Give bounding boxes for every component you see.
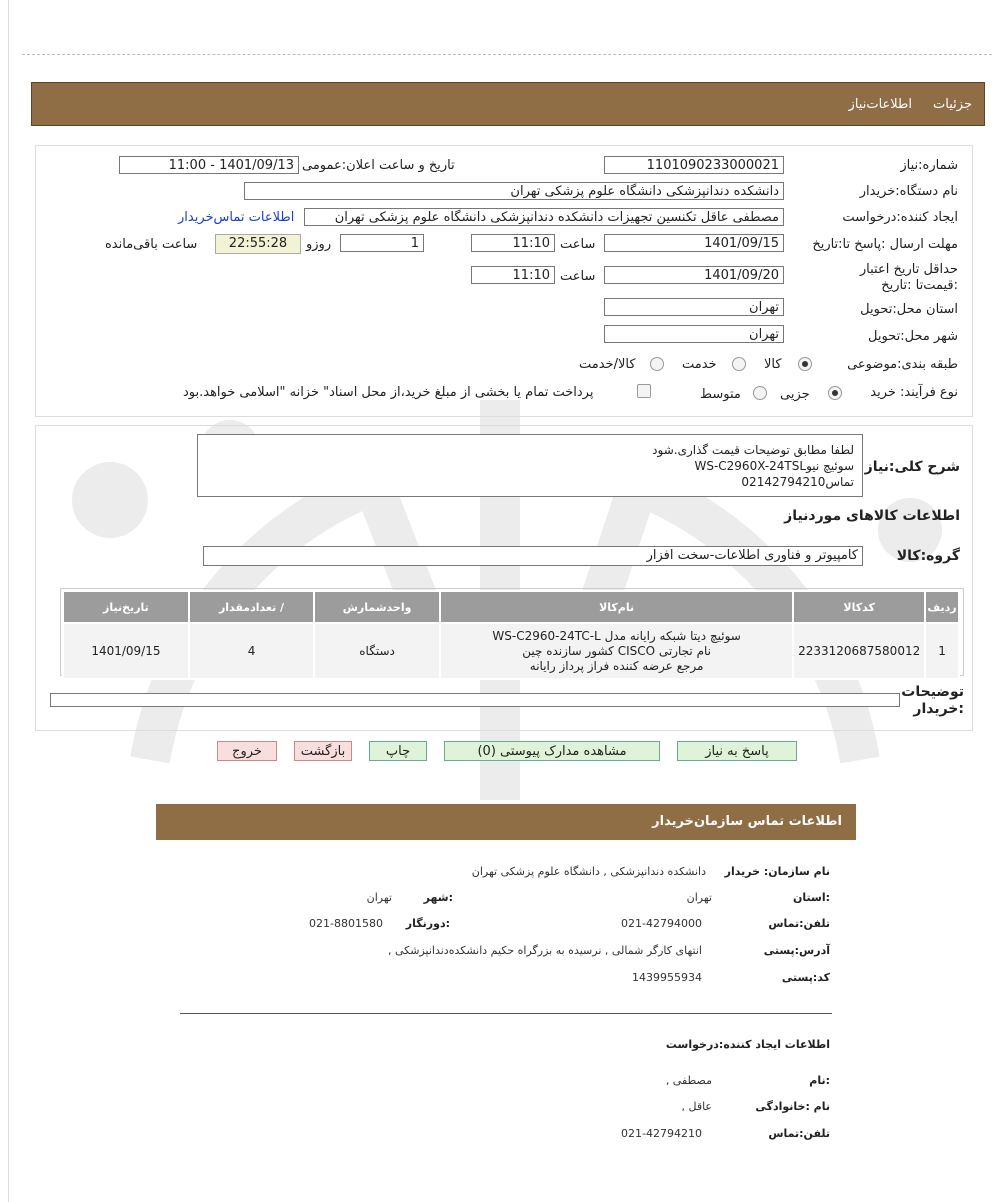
province-field: تهران bbox=[604, 298, 784, 316]
tab-details[interactable]: جزئیات bbox=[933, 97, 972, 112]
contact-org-value: دانشکده دندانپزشکی , دانشگاه علوم پزشکی تهران bbox=[471, 865, 706, 878]
category-service-radio[interactable] bbox=[732, 357, 746, 371]
creator-phone-value: 021-42794210 bbox=[621, 1127, 702, 1140]
need-number-label: شماره:نیاز bbox=[900, 158, 958, 173]
row-date: 1401/09/15 bbox=[63, 623, 189, 679]
deadline-date-field: 1401/09/15 bbox=[604, 234, 784, 252]
contact-divider bbox=[180, 1013, 832, 1014]
city-field: تهران bbox=[604, 325, 784, 343]
page-left-border bbox=[8, 0, 9, 1202]
process-medium-label: متوسط bbox=[700, 387, 741, 402]
contact-fax-label: :دورنگار bbox=[405, 917, 450, 930]
goods-section-title: اطلاعات کالاهای مورد‌نیاز bbox=[784, 508, 960, 524]
treasury-payment-note: پرداخت تمام یا بخشی از مبلغ خرید،از محل اسناد" خزانه "اسلامی خواهد.بود bbox=[183, 385, 594, 400]
buyer-notes-field bbox=[50, 693, 900, 707]
need-number-field: 1101090233000021 bbox=[604, 156, 784, 174]
day-label: روزو bbox=[306, 237, 332, 252]
category-both-label: کالا/خدمت bbox=[579, 357, 636, 372]
validity-time-label: ساعت bbox=[560, 269, 596, 284]
col-date-header: تاریخ‌نیاز bbox=[63, 591, 189, 623]
buyer-notes-label: توضیحات :خریدار bbox=[901, 684, 964, 717]
col-qty-header: / تعداد‌مقدار bbox=[189, 591, 314, 623]
validity-date-field: 1401/09/20 bbox=[604, 266, 784, 284]
description-line-2: سوئیچ نیوWS-C2960X-24TSL bbox=[694, 459, 854, 473]
row-qty: 4 bbox=[189, 623, 314, 679]
category-goods-radio[interactable] bbox=[798, 357, 812, 371]
contact-city-label: :شهر bbox=[423, 891, 453, 904]
buyer-org-field: دانشکده دندانپزشکی دانشگاه علوم پزشکی تهران bbox=[244, 182, 784, 200]
days-field: 1 bbox=[340, 234, 424, 252]
remaining-label: ساعت باقی‌مانده bbox=[105, 237, 198, 252]
top-divider bbox=[22, 54, 992, 55]
process-minor-label: جزیی bbox=[780, 387, 810, 402]
goods-group-label: گروه:کالا bbox=[896, 548, 960, 564]
province-label: استان محل:تحویل bbox=[860, 302, 958, 317]
contact-postal-label: کد:پستی bbox=[781, 971, 830, 984]
category-service-label: خدمت bbox=[682, 357, 717, 372]
process-minor-radio[interactable] bbox=[828, 386, 842, 400]
row-name-line-3: مرجع عرضه کننده فراز پرداز رایانه bbox=[529, 658, 704, 673]
category-label: طبقه بندی:موضوعی bbox=[847, 357, 958, 372]
category-both-radio[interactable] bbox=[650, 357, 664, 371]
description-box bbox=[197, 434, 863, 497]
city-label: شهر محل:تحویل bbox=[868, 329, 958, 344]
col-index-header: ردیف bbox=[925, 591, 959, 623]
announce-label: تاریخ و ساعت اعلان:عمومی bbox=[302, 158, 455, 173]
contact-section-header bbox=[156, 804, 856, 840]
validity-time-field: 11:10 bbox=[471, 266, 555, 284]
validity-label: حداقل تاریخ اعتبار :قیمت‌تا :تاریخ bbox=[859, 262, 958, 293]
contact-province-value: تهران bbox=[686, 891, 712, 904]
creator-family-label: نام :خانوادگی bbox=[755, 1100, 830, 1113]
description-line-3: تماس02142794210 bbox=[741, 475, 854, 489]
col-unit-header: واحد‌شمارش bbox=[314, 591, 440, 623]
contact-info-link[interactable]: اطلاعات تماس‌خریدار bbox=[178, 210, 295, 225]
contact-org-label: نام سازمان: خریدار bbox=[724, 865, 830, 878]
buyer-org-label: نام دستگاه:خریدار bbox=[859, 184, 958, 199]
back-button[interactable]: بازگشت bbox=[294, 741, 352, 761]
col-name-header: نام‌کالا bbox=[440, 591, 793, 623]
treasury-payment-checkbox[interactable] bbox=[637, 384, 651, 398]
deadline-label: مهلت ارسال :پاسخ تا:تاریخ bbox=[812, 237, 958, 252]
contact-fax-value: 021-8801580 bbox=[309, 917, 383, 930]
reply-button[interactable]: پاسخ به نیاز bbox=[677, 741, 797, 761]
announce-field: 1401/09/13 - 11:00 bbox=[119, 156, 299, 174]
deadline-time-label: ساعت bbox=[560, 237, 596, 252]
print-button[interactable]: چاپ bbox=[369, 741, 427, 761]
creator-phone-label: تلفن:تماس bbox=[768, 1127, 830, 1140]
goods-table bbox=[62, 590, 960, 680]
contact-phone-label: تلفن:تماس bbox=[768, 917, 830, 930]
contact-postal-value: 1439955934 bbox=[632, 971, 702, 984]
contact-address-label: آدرس:پستی bbox=[763, 944, 830, 957]
process-label: نوع فرآیند: خرید bbox=[870, 385, 958, 400]
row-name-line-1: سوئیچ دیتا شبکه رایانه مدل WS-C2960-24TC-L bbox=[492, 628, 741, 643]
exit-button[interactable]: خروج bbox=[217, 741, 277, 761]
category-goods-label: کالا bbox=[764, 357, 782, 372]
creator-name-label: :نام bbox=[809, 1074, 830, 1087]
goods-group-field: کامپیوتر و فناوری اطلاعات-سخت افزار bbox=[203, 546, 863, 566]
contact-section-title: اطلاعات تماس سازمان‌خریدار bbox=[652, 814, 842, 829]
description-line-1: لطفا مطابق توضیحات قیمت گذاری.شود bbox=[652, 443, 854, 457]
process-medium-radio[interactable] bbox=[753, 386, 767, 400]
attachments-button[interactable]: مشاهده مدارک پیوستی (0) bbox=[444, 741, 660, 761]
description-label: شرح کلی:نیاز bbox=[864, 459, 960, 475]
row-unit: دستگاه bbox=[314, 623, 440, 679]
contact-phone-value: 021-42794000 bbox=[621, 917, 702, 930]
creator-label: ایجاد کننده:درخواست bbox=[842, 210, 958, 225]
tab-need-info[interactable]: اطلاعات‌نیاز bbox=[848, 97, 912, 112]
row-index: 1 bbox=[925, 623, 959, 679]
deadline-time-field: 11:10 bbox=[471, 234, 555, 252]
table-row bbox=[63, 623, 959, 679]
page-header bbox=[31, 82, 985, 126]
creator-family-value: عاقل , bbox=[681, 1100, 712, 1113]
creator-field: مصطفی عاقل تکنسین تجهیزات دانشکده دندانپزشکی دانشگاه علوم پزشکی تهران bbox=[304, 208, 784, 226]
contact-province-label: :استان bbox=[793, 891, 830, 904]
row-name bbox=[440, 623, 793, 679]
row-name-line-2: نام تجارتی CISCO کشور سازنده چین bbox=[522, 643, 711, 658]
creator-name-value: مصطفی , bbox=[665, 1074, 712, 1087]
row-code: 2233120687580012 bbox=[793, 623, 925, 679]
contact-city-value: تهران bbox=[366, 891, 392, 904]
creator-section-title: اطلاعات ایجاد کننده:درخواست bbox=[665, 1038, 830, 1051]
col-code-header: کدکالا bbox=[793, 591, 925, 623]
contact-address-value: انتهای کارگر شمالی , نرسیده به بزرگراه حکیم دانشکده‌دندانپزشکی , bbox=[388, 944, 702, 957]
remaining-timer: 22:55:28 bbox=[215, 234, 301, 254]
